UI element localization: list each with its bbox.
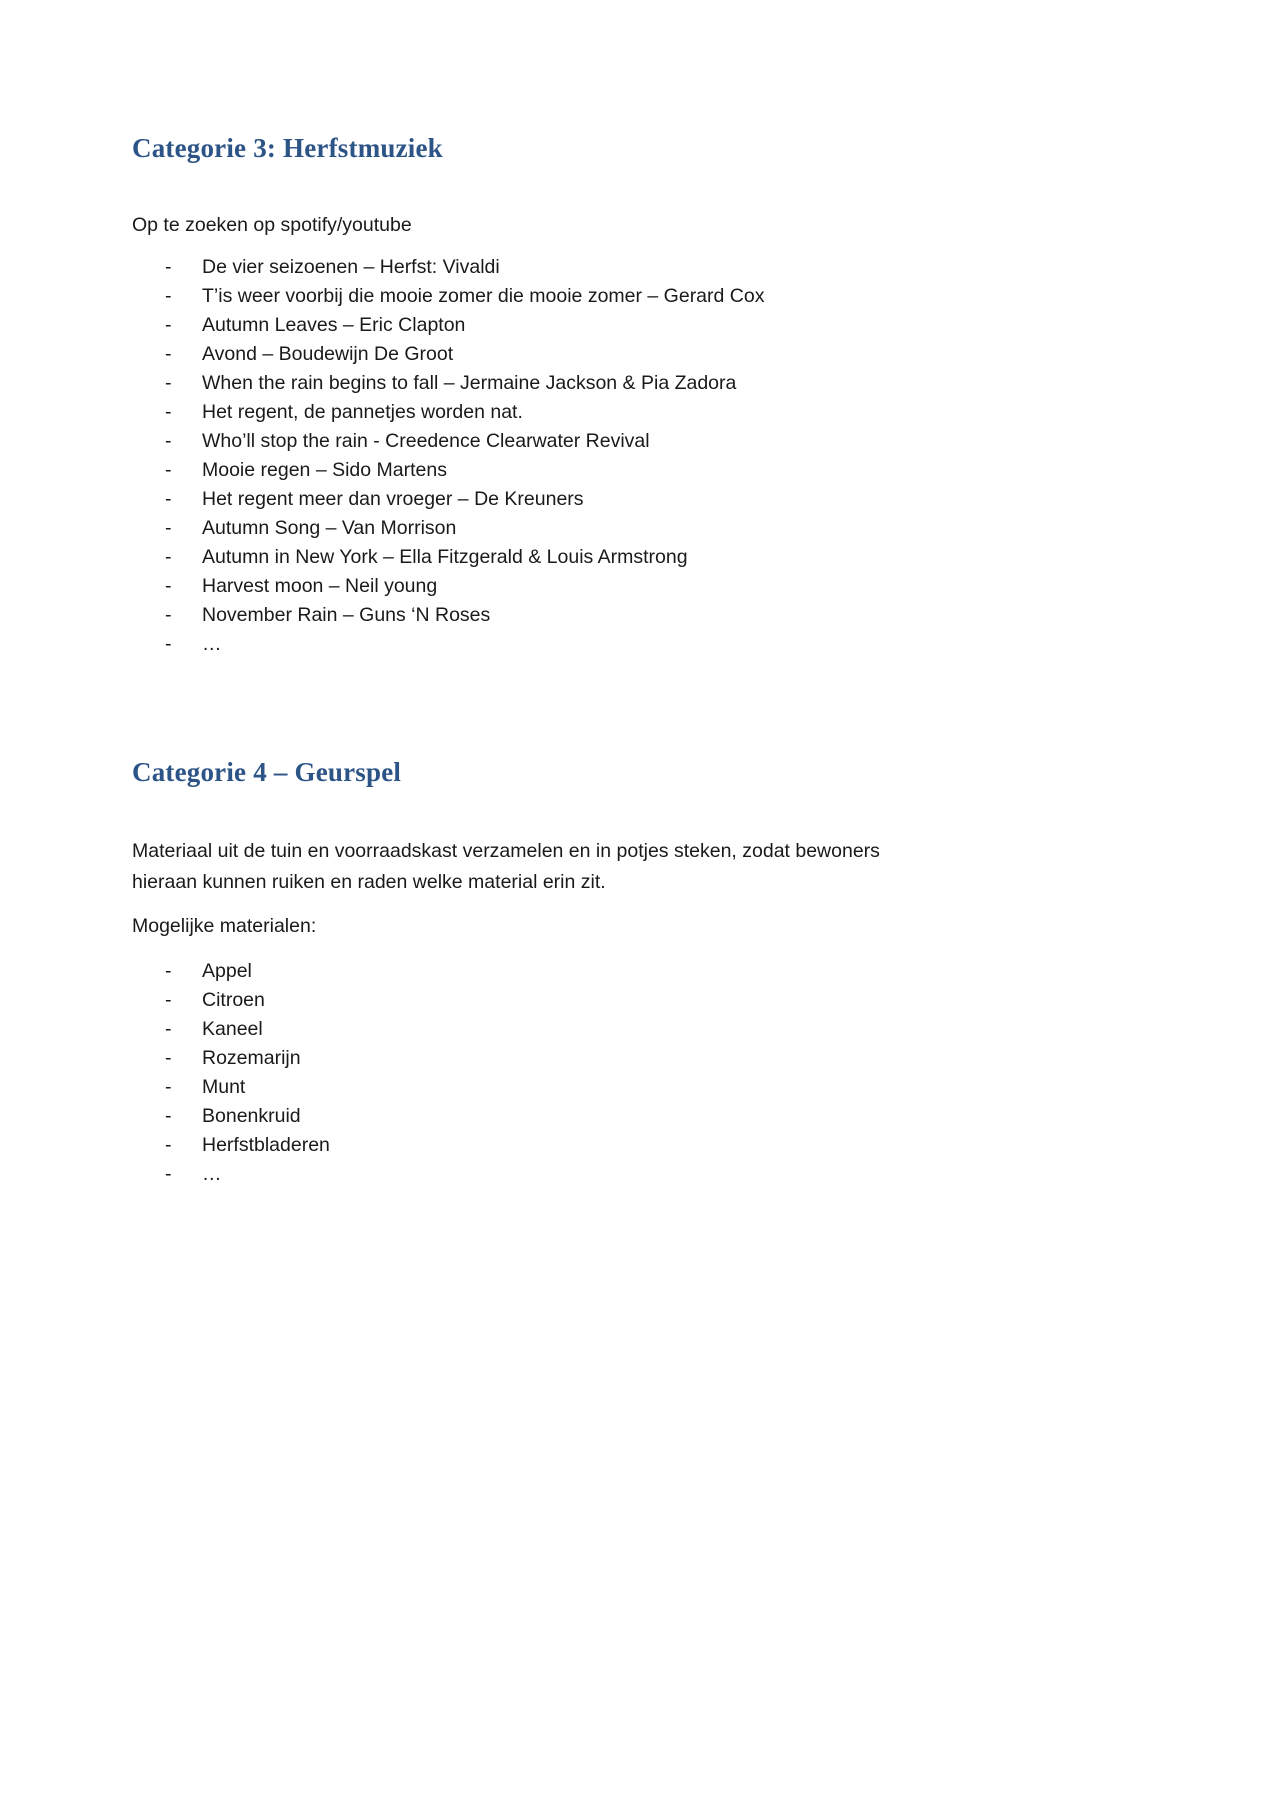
section-3-intro-block bbox=[132, 210, 932, 241]
list-item bbox=[132, 572, 764, 601]
list-dash-marker: - bbox=[165, 401, 172, 423]
list-item-label: Appel bbox=[202, 960, 252, 982]
list-dash-marker: - bbox=[165, 989, 172, 1011]
list-item-label: Who’ll stop the rain - Creedence Clearwater Revival bbox=[202, 430, 650, 452]
list-item bbox=[132, 427, 764, 456]
list-dash-marker: - bbox=[165, 285, 172, 307]
list-item-label: … bbox=[202, 633, 222, 655]
section-3-block bbox=[132, 133, 443, 164]
section-4-intro-paragraph: Materiaal uit de tuin en voorraadskast verzamelen en in potjes steken, zodat bewoners hieraan kunnen ruiken en raden welke material erin zit. bbox=[132, 840, 880, 893]
list-dash-marker: - bbox=[165, 1134, 172, 1156]
list-item-label: Citroen bbox=[202, 989, 265, 1011]
materials-list bbox=[132, 957, 330, 1189]
list-item bbox=[132, 253, 764, 282]
list-dash-marker: - bbox=[165, 575, 172, 597]
list-item bbox=[132, 543, 764, 572]
list-item-label: Bonenkruid bbox=[202, 1105, 301, 1127]
list-item-label: Autumn Leaves – Eric Clapton bbox=[202, 314, 466, 336]
list-dash-marker: - bbox=[165, 517, 172, 539]
list-dash-marker: - bbox=[165, 314, 172, 336]
list-item-label: When the rain begins to fall – Jermaine Jackson & Pia Zadora bbox=[202, 372, 737, 394]
list-dash-marker: - bbox=[165, 1163, 172, 1185]
music-list bbox=[132, 253, 764, 659]
list-dash-marker: - bbox=[165, 1105, 172, 1127]
section-4-list-block bbox=[132, 957, 330, 1189]
list-item-label: De vier seizoenen – Herfst: Vivaldi bbox=[202, 256, 500, 278]
list-item bbox=[132, 601, 764, 630]
list-dash-marker: - bbox=[165, 633, 172, 655]
list-item bbox=[132, 1015, 330, 1044]
list-item-label: Het regent, de pannetjes worden nat. bbox=[202, 401, 523, 423]
section-4-subintro-block bbox=[132, 911, 932, 942]
list-dash-marker: - bbox=[165, 430, 172, 452]
list-item bbox=[132, 340, 764, 369]
section-4-block bbox=[132, 757, 401, 788]
list-item-label: Avond – Boudewijn De Groot bbox=[202, 343, 454, 365]
list-dash-marker: - bbox=[165, 546, 172, 568]
list-item bbox=[132, 311, 764, 340]
list-dash-marker: - bbox=[165, 372, 172, 394]
list-item bbox=[132, 514, 764, 543]
list-dash-marker: - bbox=[165, 343, 172, 365]
heading-categorie-3: Categorie 3: Herfstmuziek bbox=[132, 133, 443, 163]
list-item-label: Rozemarijn bbox=[202, 1047, 301, 1069]
list-dash-marker: - bbox=[165, 604, 172, 626]
list-item bbox=[132, 957, 330, 986]
list-item bbox=[132, 1102, 330, 1131]
section-4-materials-label: Mogelijke materialen: bbox=[132, 915, 317, 937]
list-item bbox=[132, 282, 764, 311]
list-dash-marker: - bbox=[165, 960, 172, 982]
list-item-label: Kaneel bbox=[202, 1018, 263, 1040]
list-dash-marker: - bbox=[165, 1047, 172, 1069]
list-dash-marker: - bbox=[165, 488, 172, 510]
list-item-label: Autumn Song – Van Morrison bbox=[202, 517, 457, 539]
list-dash-marker: - bbox=[165, 256, 172, 278]
list-item bbox=[132, 456, 764, 485]
list-item-label: Herfstbladeren bbox=[202, 1134, 330, 1156]
list-item-label: Harvest moon – Neil young bbox=[202, 575, 438, 597]
heading-categorie-4: Categorie 4 – Geurspel bbox=[132, 757, 402, 787]
list-item bbox=[132, 1131, 330, 1160]
list-item bbox=[132, 986, 330, 1015]
list-dash-marker: - bbox=[165, 1018, 172, 1040]
list-item-label: T’is weer voorbij die mooie zomer die mooie zomer – Gerard Cox bbox=[202, 285, 765, 307]
list-item-label: Het regent meer dan vroeger – De Kreuners bbox=[202, 488, 584, 510]
list-item bbox=[132, 1073, 330, 1102]
list-item-label: Autumn in New York – Ella Fitzgerald & Louis Armstrong bbox=[202, 546, 688, 568]
list-item bbox=[132, 630, 764, 659]
list-item bbox=[132, 1044, 330, 1073]
list-item bbox=[132, 1160, 330, 1189]
list-item-label: Mooie regen – Sido Martens bbox=[202, 459, 447, 481]
section-3-intro-paragraph: Op te zoeken op spotify/youtube bbox=[132, 214, 412, 236]
list-item bbox=[132, 369, 764, 398]
section-4-intro-block bbox=[132, 836, 932, 898]
section-3-list-block bbox=[132, 253, 764, 659]
list-item bbox=[132, 398, 764, 427]
list-dash-marker: - bbox=[165, 1076, 172, 1098]
list-item-label: … bbox=[202, 1163, 222, 1185]
list-item bbox=[132, 485, 764, 514]
list-dash-marker: - bbox=[165, 459, 172, 481]
list-item-label: Munt bbox=[202, 1076, 246, 1098]
list-item-label: November Rain – Guns ‘N Roses bbox=[202, 604, 491, 626]
